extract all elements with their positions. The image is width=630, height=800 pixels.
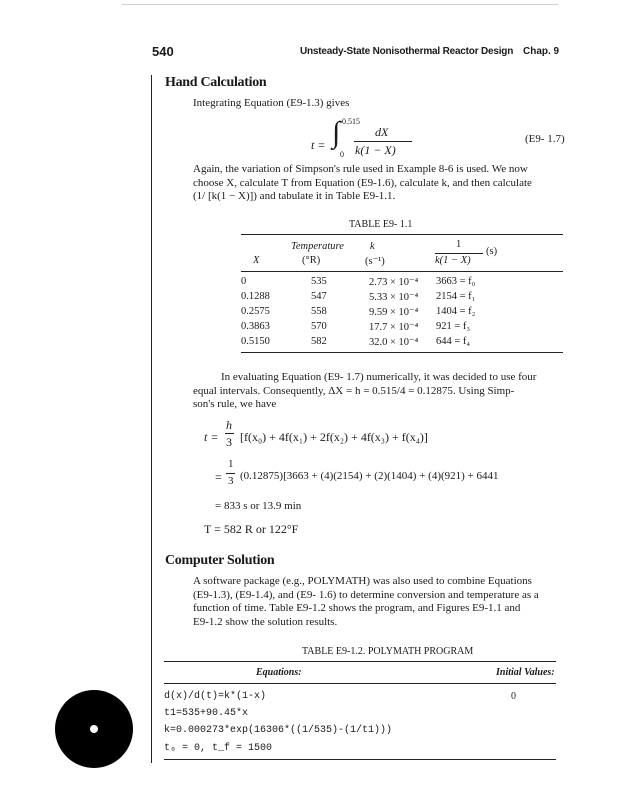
table1-header-temperature: Temperature — [291, 241, 344, 252]
table-cell: 32.0 × 10⁻⁴ — [369, 337, 419, 348]
eq1-lower-limit: 0 — [340, 150, 344, 159]
table-cell: 2.73 × 10⁻⁴ — [369, 277, 419, 288]
table1-header — [241, 236, 563, 270]
table1-header-x: X — [253, 255, 260, 266]
table2-header-rule — [164, 683, 556, 684]
table-row — [241, 321, 563, 335]
page-number: 540 — [152, 44, 174, 59]
table-cell: 582 — [311, 336, 327, 347]
hand-paragraph-line: (1/ [k(1 − X)]) and tabulate it in Table E9-1.1. — [193, 190, 396, 202]
eq1-label: (E9- 1.7) — [525, 133, 565, 145]
eq3-rhs: (0.12875)[3663 + (4)(2154) + (2)(1404) + (4)(921) + 6441 — [240, 470, 499, 482]
table1-header-rule — [241, 271, 563, 272]
eq5-result-temperature: T = 582 R or 122°F — [204, 522, 299, 536]
table1-body — [241, 276, 563, 356]
table-cell: 2154 = f₁ — [436, 291, 476, 302]
computer-paragraph-line: A software package (e.g., POLYMATH) was also used to combine Equations — [193, 575, 532, 587]
table1-header-denominator: k(1 − X) — [435, 255, 471, 266]
table1-header-unit: (s) — [486, 246, 498, 257]
table-row — [241, 306, 563, 320]
table-cell: 5.33 × 10⁻⁴ — [369, 292, 419, 303]
eq3-denominator: 3 — [228, 475, 234, 487]
table-cell: 1404 = f₂ — [436, 306, 476, 317]
program-line: k=0.000273*exp(16306*((1/535)-(1/t1))) — [164, 725, 393, 736]
running-title: Unsteady-State Nonisothermal Reactor Design — [300, 46, 514, 57]
program-line: t₀ = 0, t_f = 1500 — [164, 743, 273, 754]
hand-calculation-heading: Hand Calculation — [165, 75, 267, 90]
hand-paragraph — [193, 163, 563, 204]
table-cell: 558 — [311, 306, 327, 317]
table-cell: 570 — [311, 321, 327, 332]
hand-paragraph-line: choose X, calculate T from Equation (E9-1.6), calculate k, and then calculate — [193, 176, 532, 189]
table1-header-k-unit: (s⁻¹) — [365, 256, 385, 267]
table-cell: 0.3863 — [241, 321, 270, 332]
eq2-fraction-bar — [225, 433, 234, 434]
simpson-paragraph — [193, 371, 563, 412]
table2-col-initial: Initial Values: — [496, 667, 555, 678]
eq2-numerator: h — [226, 418, 232, 432]
table2-caption: TABLE E9-1.2. POLYMATH PROGRAM — [302, 646, 474, 657]
table1-bottom-rule — [241, 352, 563, 353]
program-line: d(x)/d(t)=k*(1-x) — [164, 691, 267, 702]
table1-header-one: 1 — [456, 239, 462, 250]
table2-bottom-rule — [164, 759, 556, 760]
table1-header-k: k — [370, 241, 375, 252]
integral-sign: ∫ — [332, 116, 341, 149]
table-cell: 0.2575 — [241, 306, 270, 317]
table-cell: 921 = f₃ — [436, 321, 471, 332]
table-cell: 0.1288 — [241, 291, 270, 302]
eq1-numerator: dX — [375, 125, 389, 139]
table-cell: 0.5150 — [241, 336, 270, 347]
eq1-denominator: k(1 − X) — [355, 143, 396, 157]
margin-rule — [151, 75, 152, 763]
eq1-lhs: t = — [311, 138, 326, 152]
table-row — [241, 291, 563, 305]
hand-intro: Integrating Equation (E9-1.3) gives — [193, 97, 350, 109]
simpson-paragraph-line: son's rule, we have — [193, 398, 277, 410]
simpson-paragraph-line: equal intervals. Consequently, ΔX = h = 0.515/4 = 0.12875. Using Simp- — [193, 384, 515, 397]
table-cell: 3663 = f₀ — [436, 276, 476, 287]
eq2-denominator: 3 — [226, 435, 232, 449]
eq1-fraction-bar — [354, 141, 412, 142]
table-cell: 0 — [241, 276, 247, 287]
computer-paragraph — [193, 575, 563, 629]
hand-paragraph-line: Again, the variation of Simpson's rule used in Example 8-6 is used. We now — [193, 163, 528, 175]
binder-hole-highlight — [90, 725, 98, 733]
table-row — [241, 276, 563, 290]
table1-header-temp-unit: (°R) — [302, 255, 321, 266]
top-rule — [122, 4, 558, 5]
table-cell: 644 = f₄ — [436, 336, 471, 347]
table2-top-rule — [164, 661, 556, 662]
table2-col-equations: Equations: — [256, 667, 302, 678]
eq3-numerator: 1 — [228, 458, 234, 470]
table-cell: 535 — [311, 276, 327, 287]
computer-paragraph-line: (E9-1.3), (E9-1.4), and (E9- 1.6) to determine conversion and temperature as a — [193, 588, 539, 601]
eq4-result-time: = 833 s or 13.9 min — [215, 500, 302, 512]
table-row — [241, 336, 563, 350]
program-line: t1=535+90.45*x — [164, 708, 249, 719]
computer-solution-heading: Computer Solution — [165, 553, 275, 568]
chapter-label: Chap. 9 — [523, 46, 560, 57]
table1-header-fraction-bar — [435, 253, 483, 254]
table1-caption: TABLE E9- 1.1 — [349, 219, 413, 230]
eq2-lhs: t = — [204, 430, 219, 444]
initial-value: 0 — [511, 691, 516, 702]
computer-paragraph-line: function of time. Table E9-1.2 shows the program, and Figures E9-1.1 and — [193, 602, 521, 614]
eq1-upper-limit: 0.515 — [342, 117, 360, 126]
eq3-lhs: = — [215, 470, 222, 484]
eq2-rhs: [f(x₀) + 4f(x₁) + 2f(x₂) + 4f(x₃) + f(x₄)] — [240, 430, 428, 444]
table-cell: 9.59 × 10⁻⁴ — [369, 307, 419, 318]
eq3-fraction-bar — [226, 473, 235, 474]
computer-paragraph-line: E9-1.2 show the solution results. — [193, 615, 338, 628]
table1-top-rule — [241, 234, 563, 235]
table-cell: 547 — [311, 291, 327, 302]
table-cell: 17.7 × 10⁻⁴ — [369, 322, 419, 333]
simpson-paragraph-line: In evaluating Equation (E9- 1.7) numerically, it was decided to use four — [221, 371, 537, 383]
